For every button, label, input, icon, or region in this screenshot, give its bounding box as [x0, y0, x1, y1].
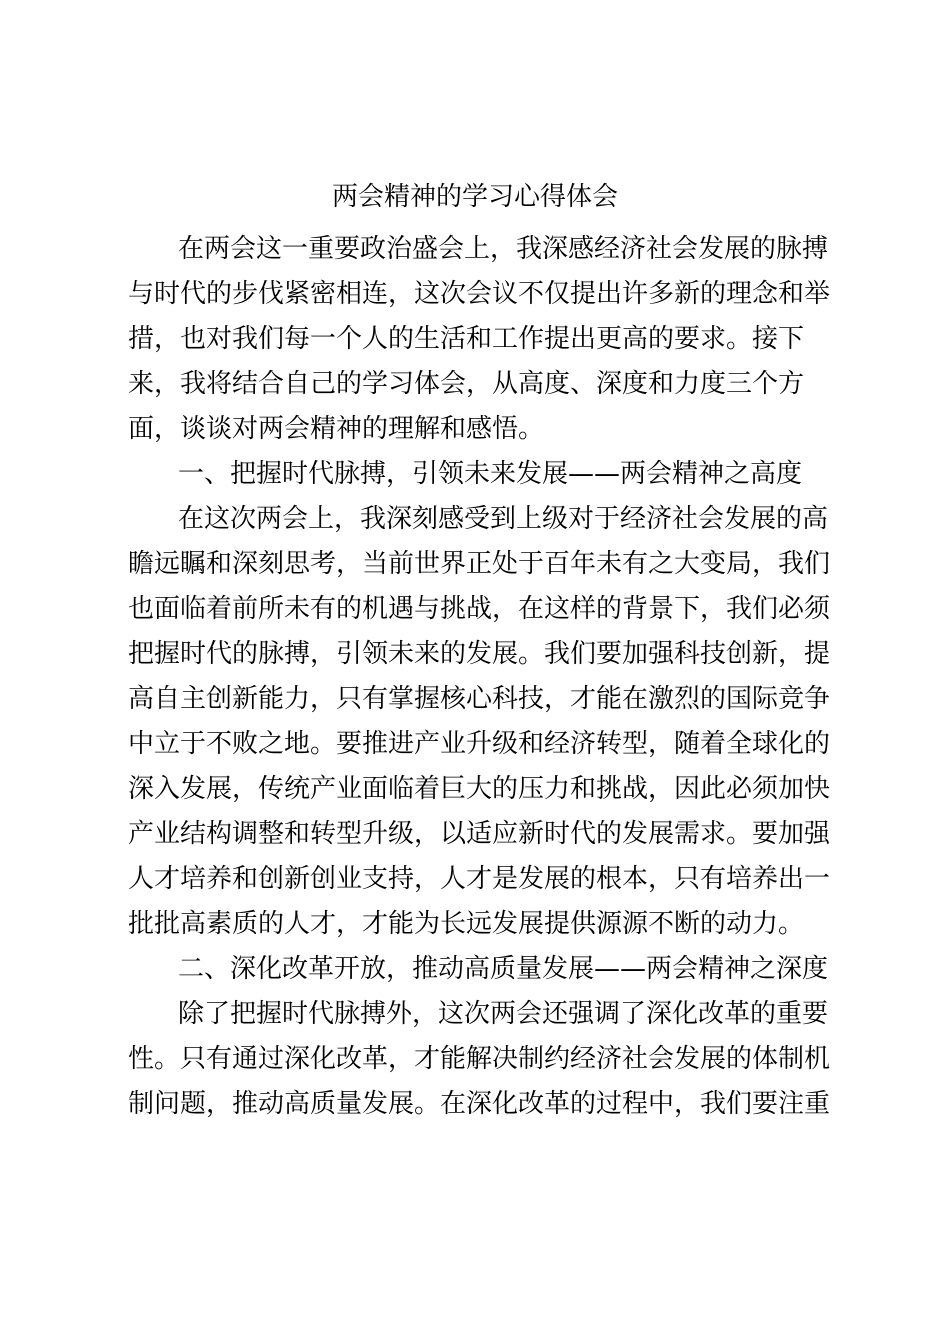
paragraph-1-line-2: 与时代的步伐紧密相连，这次会议不仅提出许多新的理念和举	[128, 279, 831, 309]
paragraph-2-line-3: 也面临着前所未有的机遇与挑战，在这样的背景下，我们必须	[128, 594, 831, 624]
paragraph-2-line-7: 深入发展，传统产业面临着巨大的压力和挑战，因此必须加快	[128, 774, 831, 804]
paragraph-2-line-9: 人才培养和创新创业支持，人才是发展的根本，只有培养出一	[128, 864, 831, 894]
paragraph-2-line-2: 瞻远瞩和深刻思考，当前世界正处于百年未有之大变局，我们	[128, 549, 831, 579]
document-title: 两会精神的学习心得体会	[331, 182, 618, 212]
paragraph-2-line-6: 中立于不败之地。要推进产业升级和经济转型，随着全球化的	[128, 729, 831, 759]
paragraph-3-line-2: 性。只有通过深化改革，才能解决制约经济社会发展的体制机	[128, 1044, 831, 1074]
paragraph-2-line-1: 在这次两会上，我深刻感受到上级对于经济社会发展的高	[178, 504, 829, 534]
paragraph-2-line-5: 高自主创新能力，只有掌握核心科技，才能在激烈的国际竞争	[128, 684, 831, 714]
paragraph-1-line-1: 在两会这一重要政治盛会上，我深感经济社会发展的脉搏	[178, 234, 829, 264]
section-heading-1: 一、把握时代脉搏，引领未来发展——两会精神之高度	[178, 459, 803, 489]
section-heading-2: 二、深化改革开放，推动高质量发展——两会精神之深度	[178, 954, 829, 984]
paragraph-1-line-5: 面，谈谈对两会精神的理解和感悟。	[128, 414, 545, 444]
paragraph-1-line-4: 来，我将结合自己的学习体会，从高度、深度和力度三个方	[128, 369, 805, 399]
paragraph-1-line-3: 措，也对我们每一个人的生活和工作提出更高的要求。接下	[128, 324, 805, 354]
paragraph-2-line-8: 产业结构调整和转型升级，以适应新时代的发展需求。要加强	[128, 819, 831, 849]
paragraph-3-line-3: 制问题，推动高质量发展。在深化改革的过程中，我们要注重	[128, 1089, 831, 1119]
paragraph-3-line-1: 除了把握时代脉搏外，这次两会还强调了深化改革的重要	[178, 999, 829, 1029]
paragraph-2-line-4: 把握时代的脉搏，引领未来的发展。我们要加强科技创新，提	[128, 639, 831, 669]
paragraph-2-line-10: 批批高素质的人才，才能为长远发展提供源源不断的动力。	[128, 909, 805, 939]
